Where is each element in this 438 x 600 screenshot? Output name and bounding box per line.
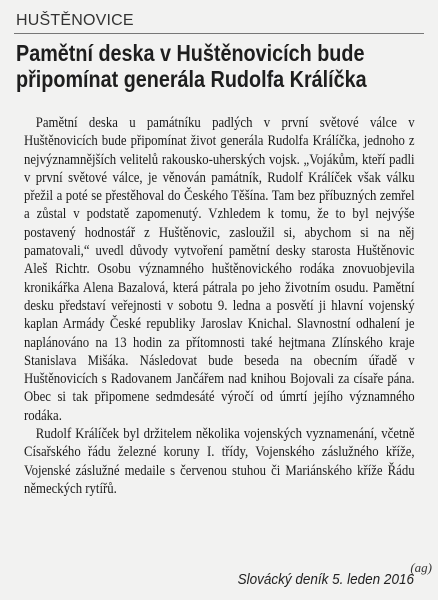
source-citation: Slovácký deník 5. leden 2016 <box>237 571 414 588</box>
section-divider <box>14 33 424 34</box>
headline-line-1: Pamětní deska v Huštěnovicích bude <box>16 40 365 66</box>
author-signature: (ag) <box>410 560 432 575</box>
headline-line-2: připomínat generála Rudolfa Králíčka <box>16 66 367 92</box>
article-headline <box>16 40 420 92</box>
article-paragraph-2: Rudolf Králíček byl držitelem několika vojenských vyznamenání, včetně Císařského řádu železné koruny I. třídy, Vojenského záslužného kříže, Vojenské záslužné medaile s červenou stuhou či Mariánského kříže Řádu německých rytířů. <box>24 425 415 497</box>
article-paragraph-1: Pamětní deska u památníku padlých v první světové válce v Huštěnovicích bude připomínat život generála Rudolfa Králíčka, jednoho z nejvýznamnějších velitelů rakousko-uherských vojsk. „Vojákům, kteří padli v první světové válce, je věnován památník, Rudolf Králíček však válku přežil a poté se přestěhoval do Českého Těšína. Tam bez příbuzných zemřel a zůstal v podstatě zapomenutý. Vzhledem k tomu, že to byl nejvýše postavený hodnostář z Huštěnovic, zasloužil si, abychom si na něj pamatovali,“ uvedl důvody vytvoření pamětní desky starosta Huštěnovic Aleš Richtr. Osobu významného huštěnovického rodáka znovuobjevila kronikářka Alena Bazalová, která pátrala po jeho životním osudu. Pamětní desku představí veřejnosti v sobotu 9. ledna a posvětí ji hlavní vojenský kaplan Armády České republiky Jaroslav Knichal. Slavnostní odhalení je naplánováno na 13 hodin za přítomnosti také hejtmana Zlínského kraje Stanislava Mišáka. Následovat bude beseda na obecním úřadě v Huštěnovicích s Radovanem Jančářem nad knihou Bojovali za císaře pána. Obec si tak připomene sedmdesáté výročí od úmrtí jejího významného rodáka. <box>24 114 415 424</box>
section-label: HUŠTĚNOVICE <box>16 12 134 29</box>
article-body <box>24 114 415 498</box>
